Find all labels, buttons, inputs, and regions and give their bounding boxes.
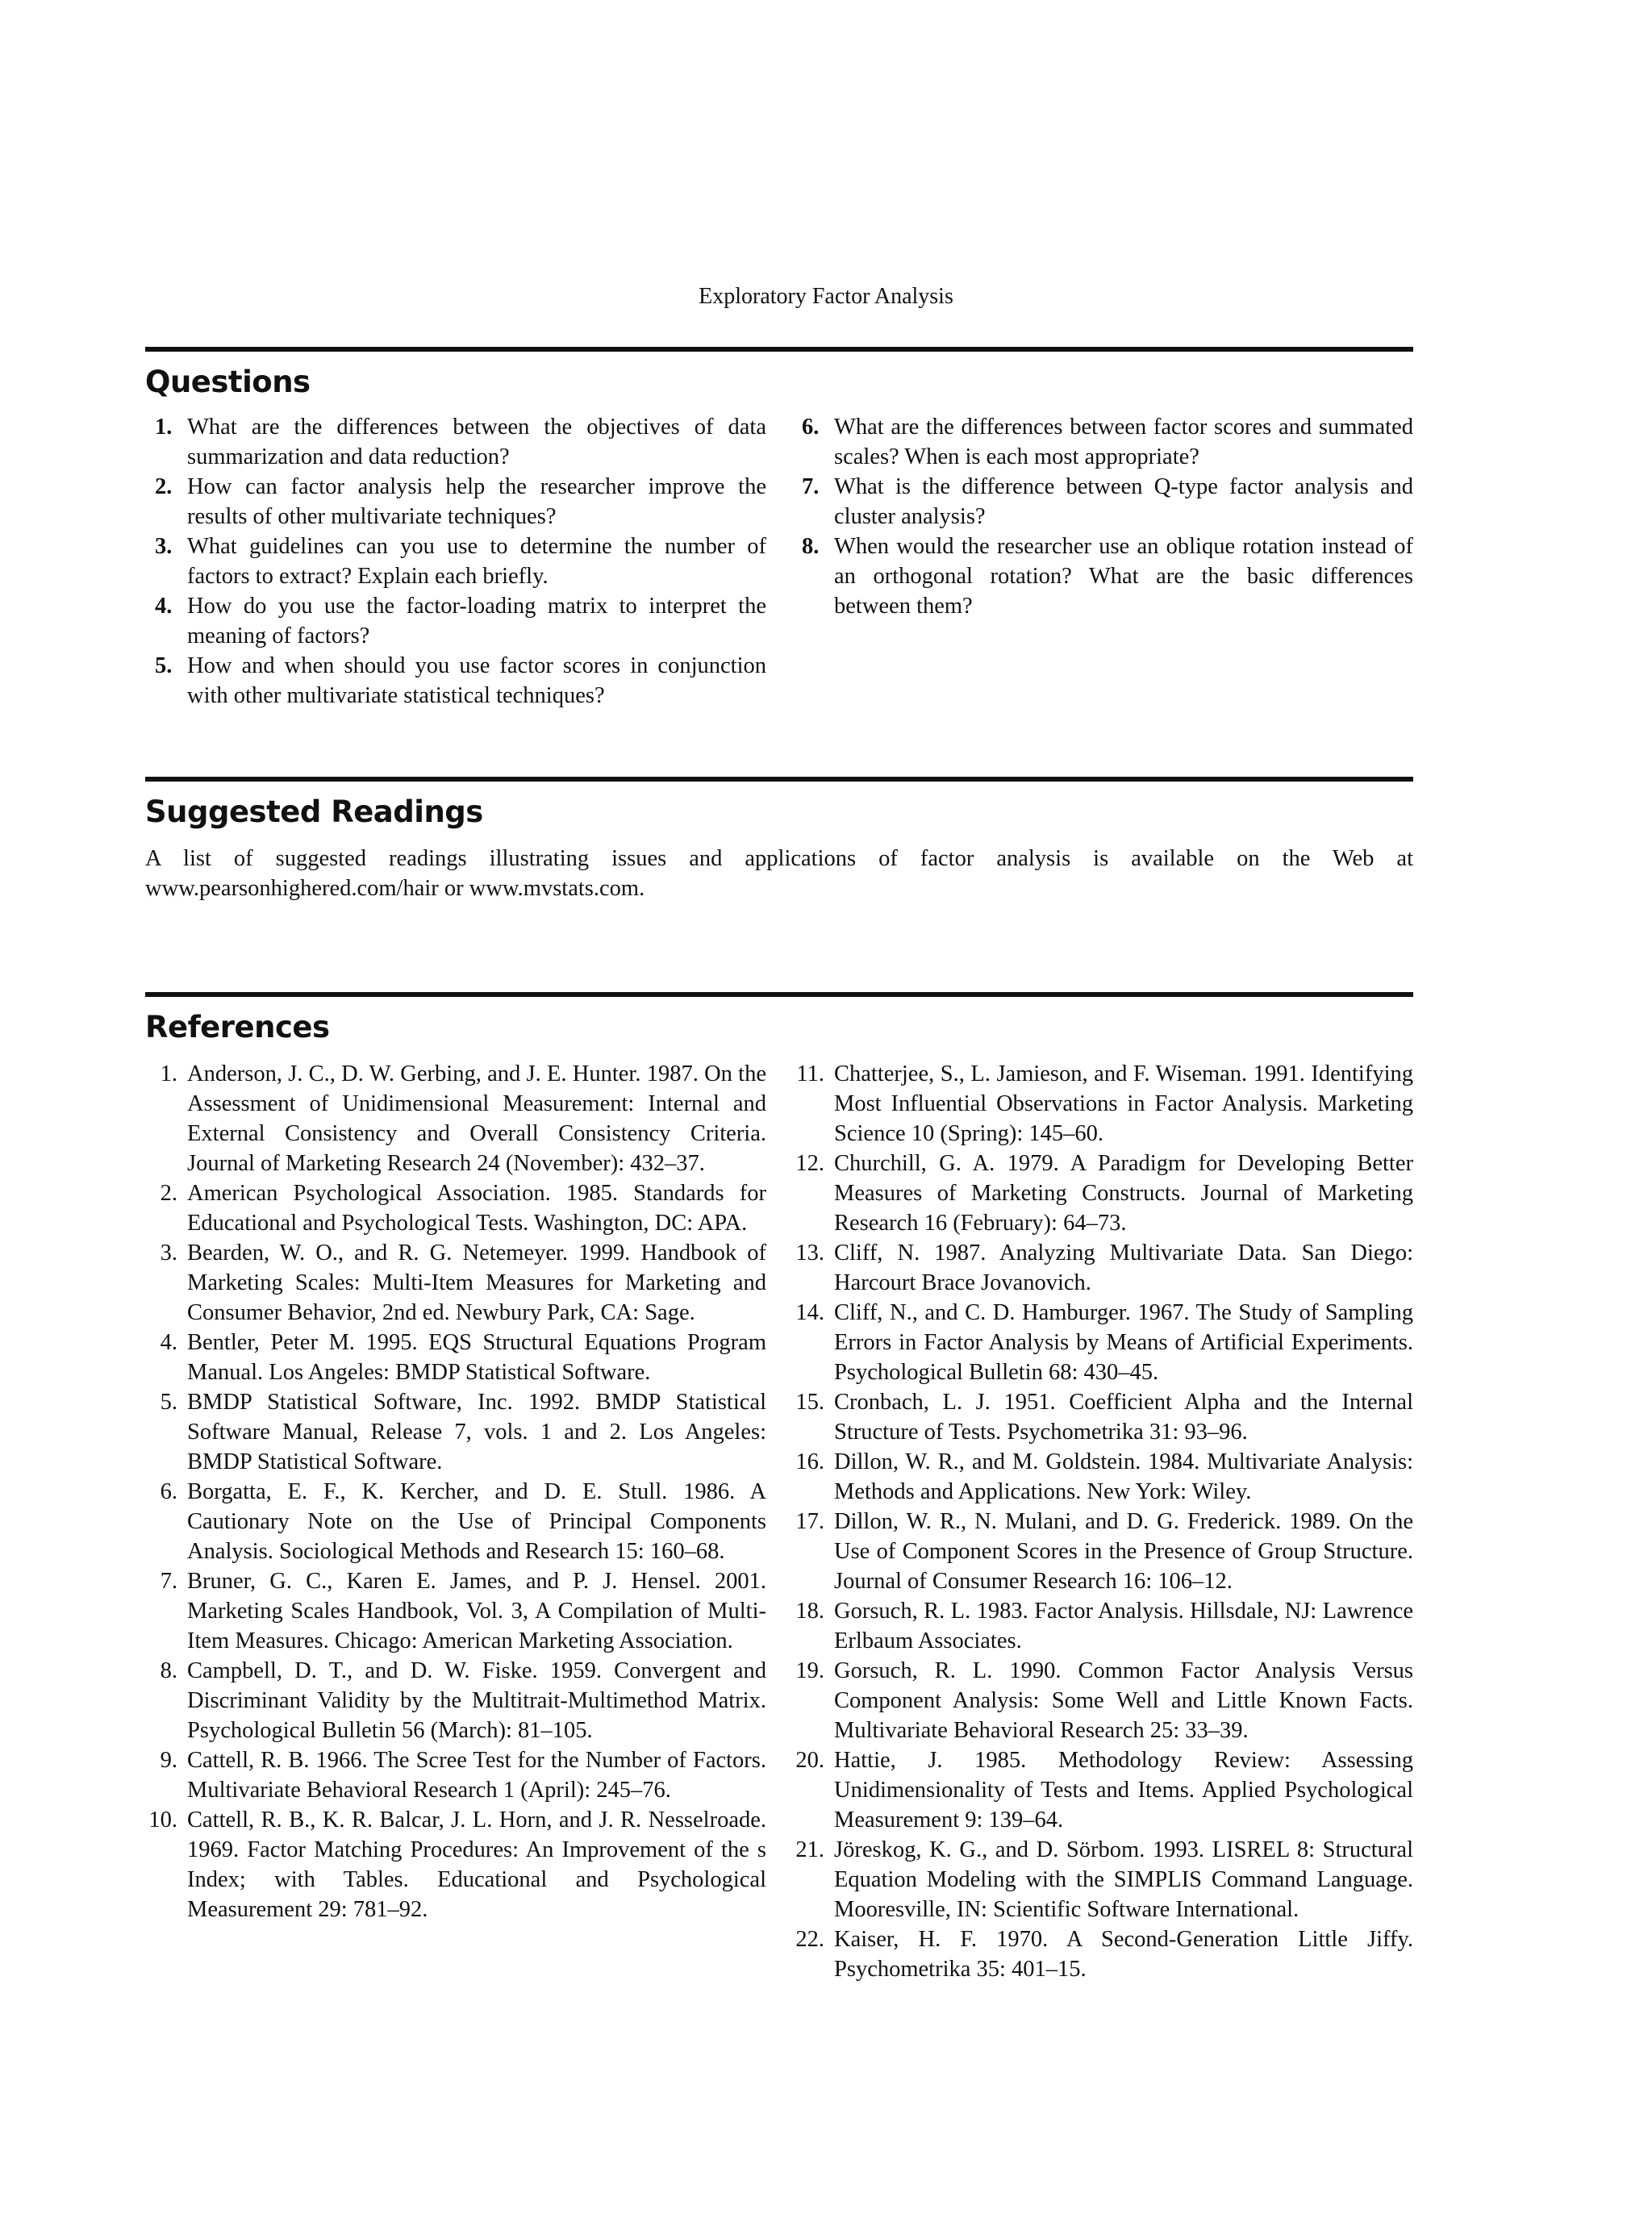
question-item-text: What is the difference between Q-type factor analysis and cluster analysis? <box>834 474 1413 529</box>
question-item <box>145 472 766 532</box>
reference-item <box>145 1238 766 1328</box>
readings-section <box>145 777 1413 903</box>
reference-item-number: 11. <box>796 1061 824 1086</box>
references-section <box>145 992 1413 1982</box>
reference-item-text: Jöreskog, K. G., and D. Sörbom. 1993. LISREL 8: Structural Equation Modeling with the SIMPLIS Command Language. Mooresville, IN: Scientific Software International. <box>834 1837 1413 1922</box>
reference-item-text: Borgatta, E. F., K. Kercher, and D. E. Stull. 1986. A Cautionary Note on the Use of Principal Components Analysis. Sociological Methods and Research 15: 160–68. <box>187 1479 766 1564</box>
reference-item-text: Anderson, J. C., D. W. Gerbing, and J. E. Hunter. 1987. On the Assessment of Unidimensional Measurement: Internal and External Consistency and Overall Consistency Criteria. Journal of Marketing Research 24 (November): 432–37. <box>187 1061 766 1176</box>
reference-item-text: Hattie, J. 1985. Methodology Review: Assessing Unidimensionality of Tests and Items. Applied Psychological Measurement 9: 139–64. <box>834 1748 1413 1833</box>
question-item-number: 5. <box>155 653 173 678</box>
reference-item-text: Cattell, R. B., K. R. Balcar, J. L. Horn, and J. R. Nesselroade. 1969. Factor Matching Procedures: An Improvement of the s Index; with Tables. Educational and Psychological Measurement 29: 781–92. <box>187 1808 766 1922</box>
reference-item <box>792 1656 1413 1745</box>
question-item-number: 4. <box>155 594 173 619</box>
reference-item-number: 21. <box>795 1837 824 1862</box>
reference-item <box>792 1387 1413 1447</box>
reference-item-number: 2. <box>160 1181 177 1206</box>
questions-title: Questions <box>145 365 311 399</box>
reference-item-text: Campbell, D. T., and D. W. Fiske. 1959. Convergent and Discriminant Validity by the Multitrait-Multimethod Matrix. Psychological Bulletin 56 (March): 81–105. <box>187 1658 766 1743</box>
reference-item-number: 4. <box>160 1330 177 1355</box>
question-item-number: 3. <box>155 534 173 559</box>
reference-item-text: Chatterjee, S., L. Jamieson, and F. Wiseman. 1991. Identifying Most Influential Observations in Factor Analysis. Marketing Science 10 (Spring): 145–60. <box>834 1061 1413 1146</box>
reference-item-number: 22. <box>795 1927 824 1952</box>
reference-item-number: 10. <box>148 1808 177 1833</box>
question-item <box>792 532 1413 621</box>
section-rule <box>145 777 1413 782</box>
question-item <box>145 591 766 651</box>
question-item-number: 8. <box>802 534 820 559</box>
reference-item <box>145 1745 766 1805</box>
reference-item-text: Bentler, Peter M. 1995. EQS Structural Equations Program Manual. Los Angeles: BMDP Statistical Software. <box>187 1330 766 1385</box>
reference-item <box>145 1059 766 1178</box>
section-rule <box>145 347 1413 352</box>
reference-item-number: 19. <box>795 1658 824 1683</box>
reference-item-number: 7. <box>160 1569 177 1594</box>
reference-item <box>792 1745 1413 1835</box>
question-item-text: How do you use the factor-loading matrix to interpret the meaning of factors? <box>187 594 766 648</box>
question-item <box>792 412 1413 472</box>
reference-item-number: 12. <box>795 1151 824 1176</box>
reference-item-number: 1. <box>160 1061 177 1086</box>
questions-left-column <box>145 412 766 711</box>
question-item-text: What are the differences between factor scores and summated scales? When is each most appropriate? <box>834 415 1413 469</box>
reference-item-text: Dillon, W. R., N. Mulani, and D. G. Frederick. 1989. On the Use of Component Scores in the Presence of Group Structure. Journal of Consumer Research 16: 106–12. <box>834 1509 1413 1594</box>
reference-item-text: Dillon, W. R., and M. Goldstein. 1984. Multivariate Analysis: Methods and Applications. New York: Wiley. <box>834 1449 1413 1504</box>
reference-item-text: BMDP Statistical Software, Inc. 1992. BMDP Statistical Software Manual, Release 7, vols. 1 and 2. Los Angeles: BMDP Statistical Software. <box>187 1390 766 1474</box>
reference-item <box>145 1805 766 1924</box>
reference-item <box>145 1656 766 1745</box>
reference-item-text: Cliff, N., and C. D. Hamburger. 1967. The Study of Sampling Errors in Factor Analysis by Means of Artificial Experiments. Psychological Bulletin 68: 430–45. <box>834 1300 1413 1385</box>
reference-item-number: 18. <box>795 1599 824 1624</box>
reference-item <box>145 1477 766 1566</box>
reference-item-number: 3. <box>160 1241 177 1266</box>
reference-item-number: 16. <box>795 1449 824 1474</box>
reference-item <box>792 1059 1413 1149</box>
question-item <box>145 651 766 711</box>
question-item-number: 7. <box>802 474 820 499</box>
references-title: References <box>145 1010 330 1045</box>
running-head: Exploratory Factor Analysis <box>699 284 953 309</box>
question-item-text: How can factor analysis help the researcher improve the results of other multivariate techniques? <box>187 474 766 529</box>
question-item <box>145 412 766 472</box>
reference-item-text: Cliff, N. 1987. Analyzing Multivariate Data. San Diego: Harcourt Brace Jovanovich. <box>834 1241 1413 1295</box>
references-left-column <box>145 1059 766 1924</box>
reference-item <box>792 1507 1413 1596</box>
reference-item-text: Churchill, G. A. 1979. A Paradigm for Developing Better Measures of Marketing Constructs. Journal of Marketing Research 16 (February): 64–73. <box>834 1151 1413 1236</box>
question-item <box>792 472 1413 532</box>
question-item-text: How and when should you use factor scores in conjunction with other multivariate statistical techniques? <box>187 653 766 708</box>
question-item-text: When would the researcher use an oblique rotation instead of an orthogonal rotation? What are the basic differences between them? <box>834 534 1413 619</box>
reference-item <box>792 1596 1413 1656</box>
questions-section <box>145 347 1413 708</box>
question-item-text: What are the differences between the objectives of data summarization and data reduction? <box>187 415 766 469</box>
reference-item-number: 20. <box>795 1748 824 1773</box>
reference-item-number: 13. <box>795 1241 824 1266</box>
reference-item-text: Kaiser, H. F. 1970. A Second-Generation Little Jiffy. Psychometrika 35: 401–15. <box>834 1927 1413 1982</box>
reference-item-text: Cronbach, L. J. 1951. Coefficient Alpha and the Internal Structure of Tests. Psychometrika 31: 93–96. <box>834 1390 1413 1445</box>
section-rule <box>145 992 1413 997</box>
reference-item <box>145 1387 766 1477</box>
reference-item <box>145 1178 766 1238</box>
question-item <box>145 532 766 591</box>
reference-item <box>792 1298 1413 1387</box>
readings-title: Suggested Readings <box>145 794 483 829</box>
reference-item-text: Gorsuch, R. L. 1990. Common Factor Analysis Versus Component Analysis: Some Well and Little Known Facts. Multivariate Behavioral Research 25: 33–39. <box>834 1658 1413 1743</box>
reference-item <box>792 1149 1413 1238</box>
reference-item-text: Bruner, G. C., Karen E. James, and P. J. Hensel. 2001. Marketing Scales Handbook, Vol. 3, A Compilation of Multi-Item Measures. Chicago: American Marketing Association. <box>187 1569 766 1653</box>
question-item-number: 2. <box>155 474 173 499</box>
reference-item <box>792 1447 1413 1507</box>
reference-item-text: Gorsuch, R. L. 1983. Factor Analysis. Hillsdale, NJ: Lawrence Erlbaum Associates. <box>834 1599 1413 1653</box>
questions-right-column <box>792 412 1413 621</box>
reference-item-text: Bearden, W. O., and R. G. Netemeyer. 1999. Handbook of Marketing Scales: Multi-Item Measures for Marketing and Consumer Behavior, 2nd ed. Newbury Park, CA: Sage. <box>187 1241 766 1325</box>
reference-item-number: 8. <box>160 1658 177 1683</box>
readings-text: A list of suggested readings illustrating issues and applications of factor analysis is available on the Web at www.pearsonhighered.com/hair or www.mvstats.com. <box>145 846 1413 901</box>
reference-item-number: 15. <box>795 1390 824 1415</box>
reference-item-text: Cattell, R. B. 1966. The Scree Test for the Number of Factors. Multivariate Behavioral Research 1 (April): 245–76. <box>187 1748 766 1803</box>
question-item-number: 6. <box>802 415 820 440</box>
reference-item-number: 6. <box>160 1479 177 1504</box>
question-item-text: What guidelines can you use to determine the number of factors to extract? Explain each briefly. <box>187 534 766 589</box>
reference-item <box>145 1566 766 1656</box>
reference-item <box>145 1328 766 1387</box>
reference-item <box>792 1924 1413 1984</box>
question-item-number: 1. <box>155 415 173 440</box>
reference-item-number: 17. <box>795 1509 824 1534</box>
references-right-column <box>792 1059 1413 1984</box>
reference-item-number: 14. <box>795 1300 824 1325</box>
reference-item-number: 9. <box>160 1748 177 1773</box>
reference-item-text: American Psychological Association. 1985. Standards for Educational and Psychological Tests. Washington, DC: APA. <box>187 1181 766 1236</box>
reference-item-number: 5. <box>160 1390 177 1415</box>
reference-item <box>792 1238 1413 1298</box>
reference-item <box>792 1835 1413 1924</box>
